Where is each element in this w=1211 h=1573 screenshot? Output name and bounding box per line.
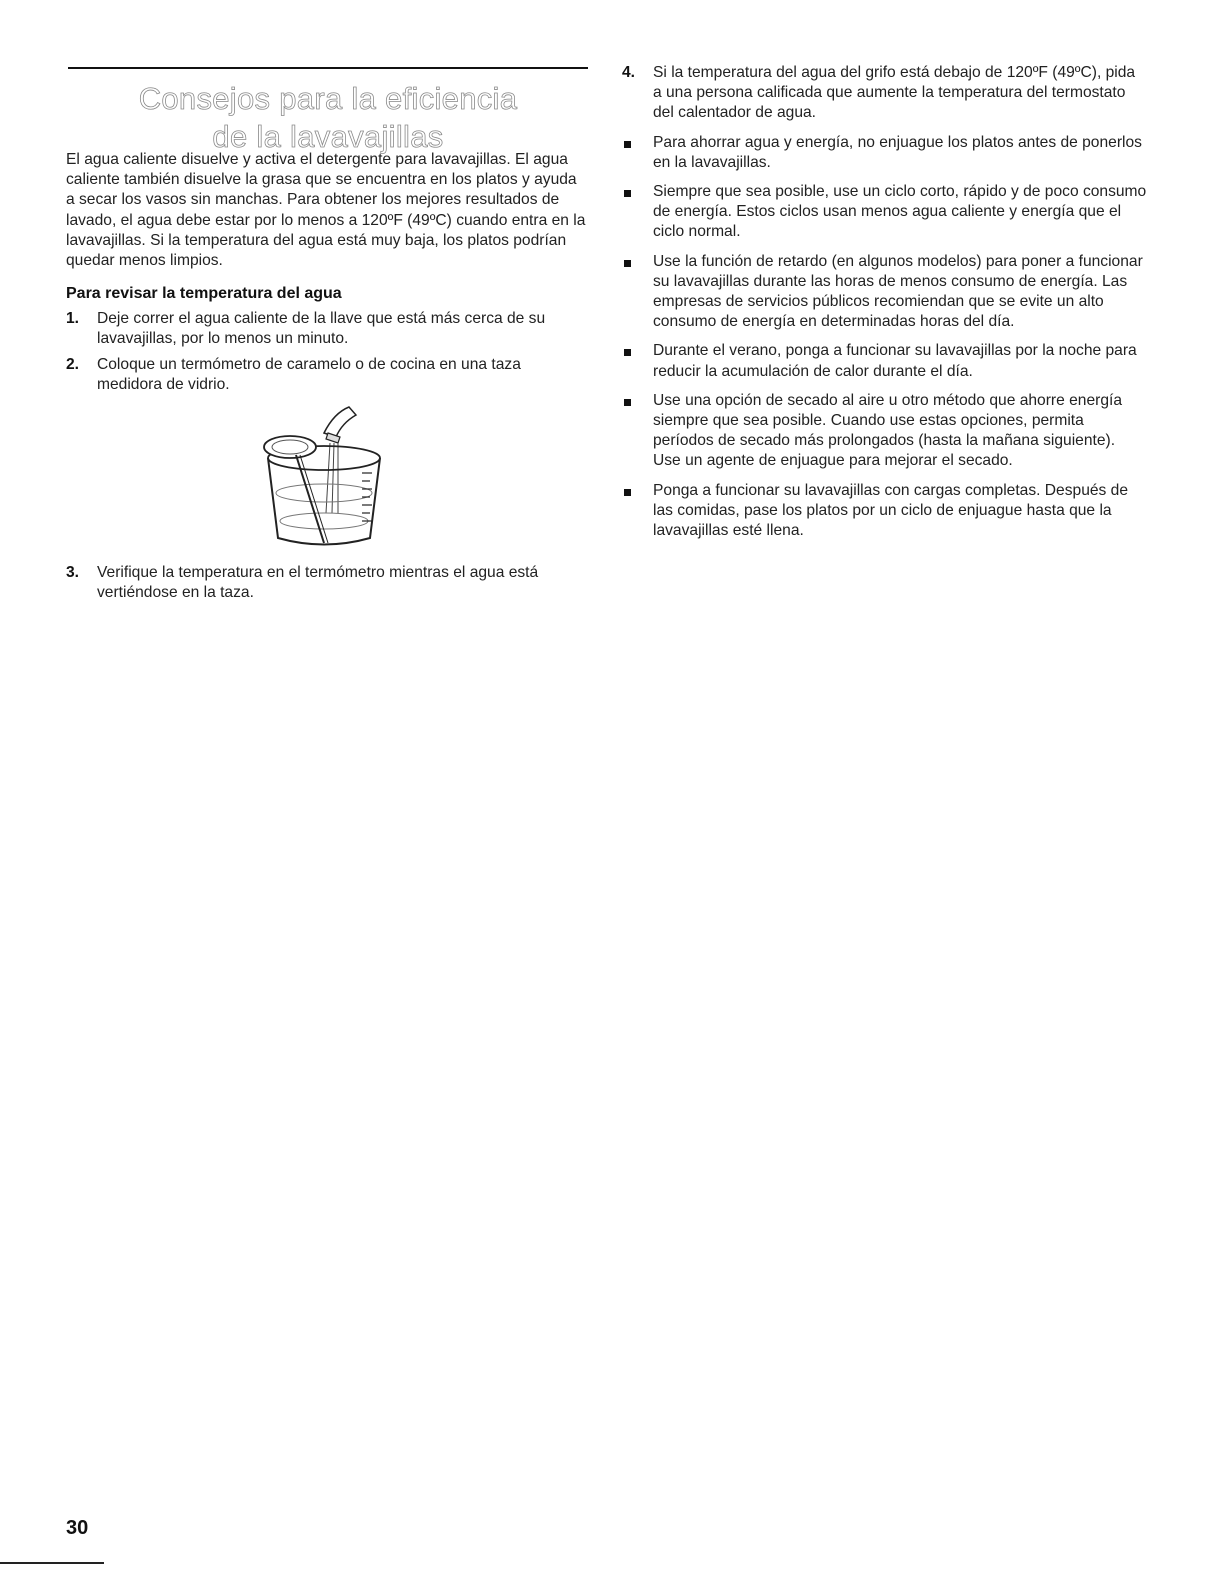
tip-text: Durante el verano, ponga a funcionar su lavavajillas por la noche para reducir la acumulación de calor durante el día. bbox=[653, 342, 1137, 380]
step-text: Deje correr el agua caliente de la llave que está más cerca de su lavavajillas, por lo menos un minuto. bbox=[97, 310, 546, 348]
step-number: 3. bbox=[66, 564, 80, 582]
step-item bbox=[66, 309, 586, 349]
tip-text: Para ahorrar agua y energía, no enjuague los platos antes de ponerlos en la lavavajillas. bbox=[653, 133, 1142, 171]
bullet-square-icon bbox=[624, 141, 631, 148]
tip-bullet bbox=[622, 133, 1147, 173]
bullet-square-icon bbox=[624, 399, 631, 406]
page-title bbox=[68, 80, 588, 156]
bullet-square-icon bbox=[624, 260, 631, 267]
tip-bullet bbox=[622, 252, 1147, 333]
tip-text: Use la función de retardo (en algunos modelos) para poner a funcionar su lavavajillas durante las horas de menos consumo de energía. Las empresas de servicios públicos recomiendan que se evite un alto consumo de energía en determinadas horas del día. bbox=[653, 252, 1143, 331]
left-column bbox=[66, 150, 586, 608]
top-rule bbox=[68, 67, 588, 69]
tip-bullet bbox=[622, 481, 1147, 542]
step-text: Si la temperatura del agua del grifo está debajo de 120ºF (49ºC), pida a una persona calificada que aumente la temperatura del termostato del calentador de agua. bbox=[653, 64, 1136, 122]
step-text: Coloque un termómetro de caramelo o de cocina en una taza medidora de vidrio. bbox=[97, 355, 521, 393]
step-item bbox=[66, 563, 586, 603]
right-column bbox=[622, 63, 1147, 550]
step-number: 4. bbox=[622, 64, 636, 81]
tip-text: Ponga a funcionar su lavavajillas con cargas completas. Después de las comidas, pase los platos por un ciclo de enjuague hasta que la lavavajillas esté llena. bbox=[653, 481, 1129, 540]
step-number: 2. bbox=[66, 355, 80, 373]
step-item bbox=[66, 355, 586, 395]
thermometer-cup-illustration bbox=[66, 403, 586, 553]
subheading: Para revisar la temperatura del agua bbox=[66, 285, 342, 303]
intro-paragraph: El agua caliente disuelve y activa el detergente para lavavajillas. El agua caliente también disuelve la grasa que se encuentra en los platos y ayuda a secar los vasos sin manchas. Para obtener los mejores resultados de lavado, el agua debe estar por lo menos a 120ºF (49ºC) cuando entra en la lavavajillas. Si la temperatura del agua está muy baja, los platos podrían quedar menos limpios. bbox=[66, 151, 586, 270]
bottom-rule bbox=[0, 1562, 104, 1564]
measuring-cup-icon bbox=[244, 403, 384, 553]
title-line-2: de la lavavajillas bbox=[212, 119, 444, 154]
tip-text: Use una opción de secado al aire u otro método que ahorre energía siempre que sea posible. Cuando use estas opciones, permita períodos de secado más prolongados (hasta la mañana siguiente). Use un agente de enjuague para mejorar el secado. bbox=[653, 391, 1122, 470]
tip-text: Siempre que sea posible, use un ciclo corto, rápido y de poco consumo de energía. Estos ciclos usan menos agua caliente y energía que el ciclo normal. bbox=[653, 183, 1147, 241]
title-line-1: Consejos para la eficiencia bbox=[138, 81, 518, 116]
bullet-square-icon bbox=[624, 190, 631, 197]
step-item bbox=[622, 63, 1147, 124]
step-text: Verifique la temperatura en el termómetro mientras el agua está vertiéndose en la taza. bbox=[97, 564, 539, 602]
tip-bullet bbox=[622, 391, 1147, 472]
bullet-square-icon bbox=[624, 349, 631, 356]
bullet-square-icon bbox=[624, 489, 631, 496]
page-number: 30 bbox=[66, 1517, 89, 1539]
step-number: 1. bbox=[66, 310, 80, 328]
tip-bullet bbox=[622, 182, 1147, 243]
tip-bullet bbox=[622, 341, 1147, 381]
